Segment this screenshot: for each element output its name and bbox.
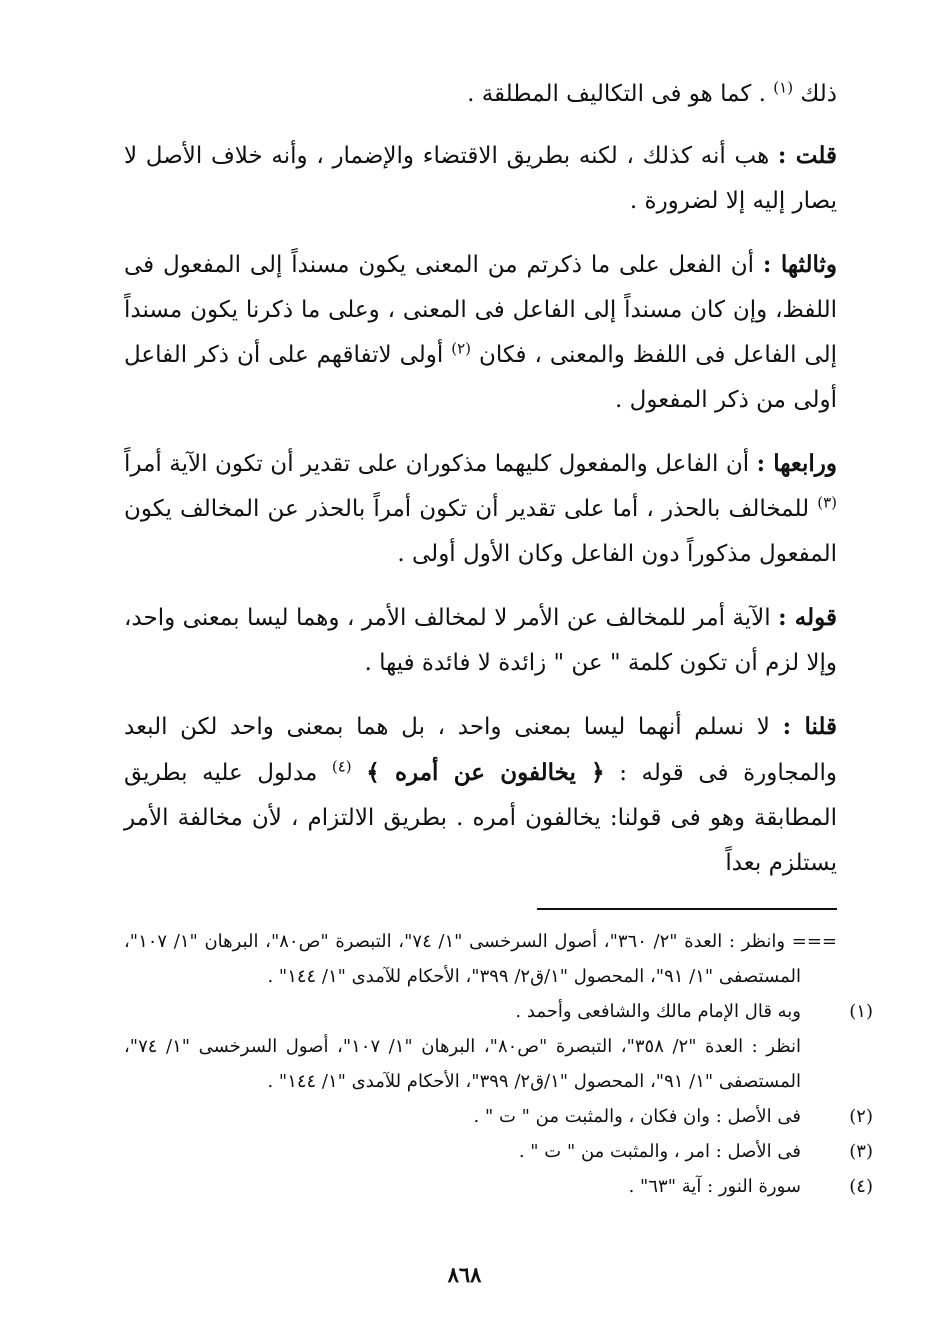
- paragraph-text: أولى لاتفاقهم على أن ذكر الفاعل أولى من ذكر المفعول .: [124, 342, 837, 413]
- footnotes: [124, 924, 873, 1204]
- footnote-4: [124, 1169, 873, 1204]
- paragraph-text: لا نسلم أنهما ليسا بمعنى واحد ، بل هما بمعنى واحد لكن البعد والمجاورة فى قوله :: [124, 714, 837, 786]
- footnote-text: انظر : العدة "٢/ ٣٥٨"، التبصرة "ص٨٠"، البرهان "١/ ١٠٧"، أصول السرخسى "١/ ٧٤"، المستصفى "١/ ٩١"، المحصول "١/ق٢/ ٣٩٩"، الأحكام للآمدى "١/ ١٤٤" .: [124, 1036, 801, 1092]
- footnote-number: (٢): [849, 1106, 873, 1127]
- footnote-number: (٣): [849, 1141, 873, 1162]
- paragraph-text: . كما هو فى التكاليف المطلقة .: [467, 81, 766, 107]
- footnote-ref: (١): [773, 78, 794, 97]
- footnote-number: (١): [849, 1001, 873, 1022]
- footnote-1-sources: [124, 1029, 837, 1099]
- paragraph-text: ذلك: [800, 81, 837, 107]
- paragraph-lead: وثالثها :: [762, 251, 838, 278]
- paragraph-1: [124, 72, 837, 117]
- footnote-continuation: [124, 924, 837, 994]
- quran-verse: ﴿ يخالفون عن أمره ﴾: [366, 759, 605, 786]
- paragraph-lead: ورابعها :: [756, 450, 837, 477]
- footnote-text: === وانظر : العدة "٢/ ٣٦٠"، أصول السرخسى "١/ ٧٤"، التبصرة "ص٨٠"، البرهان "١/ ١٠٧"، المستصفى "١/ ٩١"، المحصول "١/ق٢/ ٣٩٩"، الأحكام للآمدى "١/ ١٤٤" .: [124, 931, 837, 987]
- paragraph-text: هب أنه كذلك ، لكنه بطريق الاقتضاء والإضمار ، وأنه خلاف الأصل لا يصار إليه إلا لضرورة .: [124, 143, 837, 214]
- paragraph-2: [124, 133, 837, 224]
- footnote-2: [124, 1099, 873, 1134]
- paragraph-text: للمخالف بالحذر ، أما على تقدير أن تكون أمراً بالحذر عن المخالف يكون المفعول مذكوراً دون الفاعل وكان الأول أولى .: [124, 496, 837, 567]
- footnote-1: [124, 994, 873, 1029]
- paragraph-lead: قلنا :: [782, 713, 838, 740]
- paragraph-lead: قوله :: [778, 604, 838, 631]
- paragraph-text: مدلول عليه بطريق المطابقة وهو فى قولنا: يخالفون أمره . بطريق الالتزام ، لأن مخالفة الأمر يستلزم بعداً: [124, 760, 837, 876]
- paragraph-6: [124, 704, 837, 886]
- paragraph-4: [124, 441, 837, 577]
- paragraph-5: [124, 595, 837, 686]
- paragraph-text: أن الفعل على ما ذكرتم من المعنى يكون مسنداً إلى المفعول فى اللفظ، وإن كان مسنداً إلى الفاعل فى المعنى ، وعلى ما ذكرنا يكون مسنداً إلى الفاعل فى اللفظ والمعنى ، فكان: [124, 252, 837, 368]
- footnote-3: [124, 1134, 873, 1169]
- footnote-ref: (٣): [817, 493, 838, 512]
- footnote-ref: (٢): [451, 339, 471, 358]
- page-number: ٨٦٨: [447, 1262, 482, 1287]
- paragraph-lead: قلت :: [777, 142, 837, 169]
- footnote-text: وبه قال الإمام مالك والشافعى وأحمد .: [515, 1001, 801, 1022]
- paragraph-text: أن الفاعل والمفعول كليهما مذكوران على تقدير أن تكون الآية أمراً: [124, 451, 750, 477]
- footnote-number: (٤): [849, 1176, 873, 1197]
- paragraph-text: الآية أمر للمخالف عن الأمر لا لمخالف الأمر ، وهما ليسا بمعنى واحد، وإلا لزم أن تكون كلمة " عن " زائدة لا فائدة فيها .: [124, 605, 837, 676]
- footnote-text: فى الأصل : وان فكان ، والمثبت من " ت " .: [473, 1106, 801, 1127]
- footnote-separator: [537, 908, 837, 910]
- footnote-text: فى الأصل : امر ، والمثبت من " ت " .: [518, 1141, 801, 1162]
- paragraph-3: [124, 242, 837, 423]
- footnote-ref: (٤): [331, 757, 352, 776]
- footnote-text: سورة النور : آية "٦٣" .: [628, 1176, 801, 1197]
